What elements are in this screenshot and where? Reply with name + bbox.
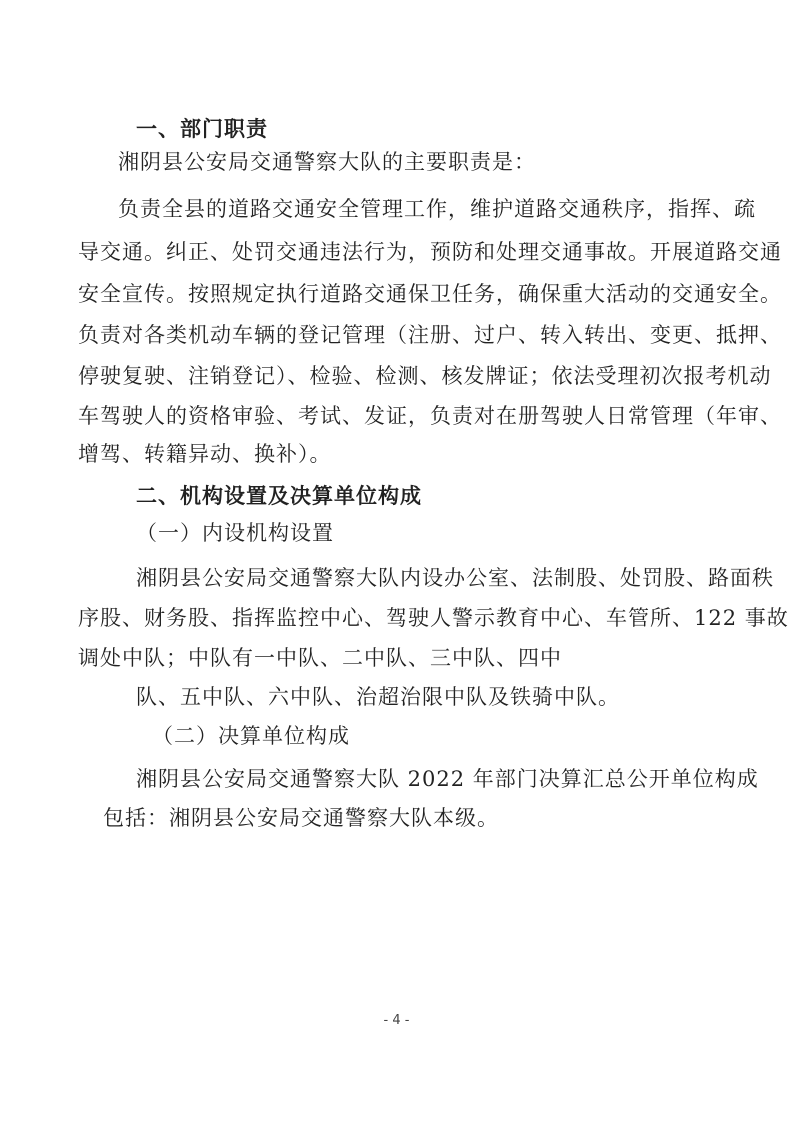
section1-paragraph-line: 负责全县的道路交通安全管理工作，维护道路交通秩序，指挥、疏 <box>118 197 756 221</box>
section1-paragraph-line: 停驶复驶、注销登记）、检验、检测、核发牌证；依法受理初次报考机动 <box>78 364 772 388</box>
section1-paragraph-line: 负责对各类机动车辆的登记管理（注册、过户、转入转出、变更、抵押、 <box>78 323 782 347</box>
subsection2-line: 湘阴县公安局交通警察大队 2022 年部门决算汇总公开单位构成 <box>136 767 759 791</box>
subsection1-line: 队、五中队、六中队、治超治限中队及铁骑中队。 <box>136 685 620 709</box>
section1-paragraph-line: 车驾驶人的资格审验、考试、发证，负责对在册驾驶人日常管理（年审、 <box>78 404 782 428</box>
section1-paragraph-line: 安全宣传。按照规定执行道路交通保卫任务，确保重大活动的交通安全。 <box>78 282 782 306</box>
section2-heading: 二、机构设置及决算单位构成 <box>136 484 422 508</box>
subsection1-heading: （一）内设机构设置 <box>136 521 334 545</box>
section1-heading: 一、部门职责 <box>136 117 268 141</box>
page-number: - 4 - <box>383 1013 410 1028</box>
section1-paragraph-line: 导交通。纠正、处罚交通违法行为，预防和处理交通事故。开展道路交通 <box>78 240 782 264</box>
section1-intro: 湘阴县公安局交通警察大队的主要职责是： <box>118 150 536 174</box>
section1-paragraph-line: 增驾、转籍异动、换补）。 <box>78 442 332 466</box>
subsection1-line: 湘阴县公安局交通警察大队内设办公室、法制股、处罚股、路面秩 <box>136 566 774 590</box>
subsection1-line: 调处中队；中队有一中队、二中队、三中队、四中 <box>78 646 562 670</box>
subsection1-line: 序股、财务股、指挥监控中心、驾驶人警示教育中心、车管所、122 事故 <box>78 606 789 630</box>
subsection2-line: 包括：湘阴县公安局交通警察大队本级。 <box>103 806 499 830</box>
subsection2-heading: （二）决算单位构成 <box>152 724 350 748</box>
